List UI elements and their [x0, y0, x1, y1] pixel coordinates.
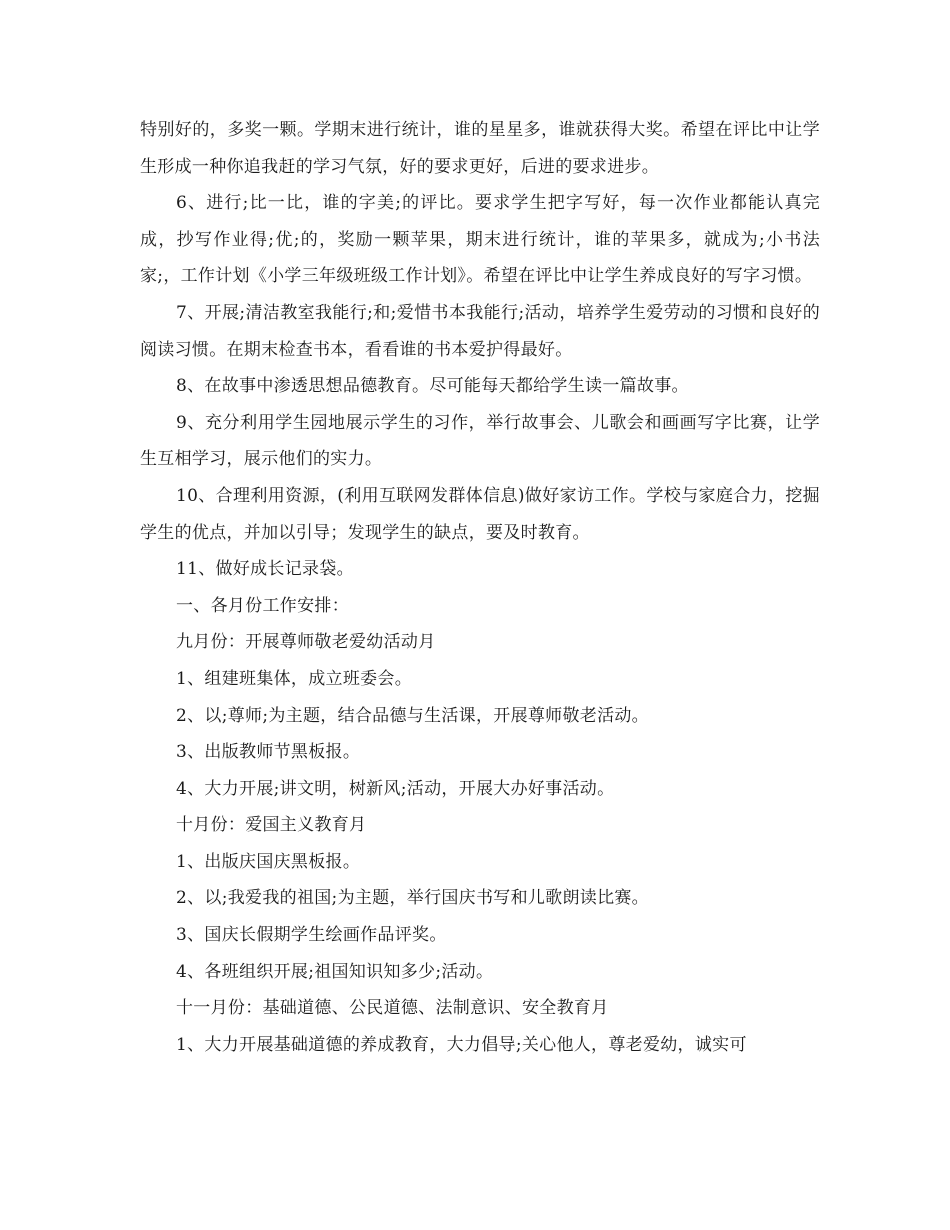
list-item: 4、各班组织开展;祖国知识知多少;活动。	[176, 961, 494, 982]
paragraph: 6、进行;比一比，谁的字美;的评比。要求学生把字写好，每一次作业都能认真完成，抄写作业得;优;的，奖励一颗苹果，期末进行统计，谁的苹果多，就成为;小书法家;，工作计划《小学三年级班级工作计划》。希望在评比中让学生养成良好的写字习惯。	[140, 193, 820, 287]
list-item: 1、大力开展基础道德的养成教育，大力倡导;关心他人，尊老爱幼，诚实可	[176, 1034, 747, 1055]
paragraph: 8、在故事中渗透思想品德教育。尽可能每天都给学生读一篇故事。	[176, 376, 689, 397]
list-item: 3、国庆长假期学生绘画作品评奖。	[176, 925, 447, 946]
document-body	[140, 112, 820, 1063]
paragraph: 特别好的，多奖一颗。学期末进行统计，谁的星星多，谁就获得大奖。希望在评比中让学生形成一种你追我赶的学习气氛，好的要求更好，后进的要求进步。	[140, 120, 820, 177]
list-item: 2、以;尊师;为主题，结合品德与生活课，开展尊师敬老活动。	[176, 705, 649, 726]
list-item: 4、大力开展;讲文明，树新风;活动，开展大办好事活动。	[176, 778, 615, 799]
paragraph: 9、充分利用学生园地展示学生的习作，举行故事会、儿歌会和画画写字比赛，让学生互相学习，展示他们的实力。	[140, 412, 820, 470]
section-heading: 一、各月份工作安排：	[176, 595, 349, 616]
paragraph: 10、合理利用资源，(利用互联网发群体信息)做好家访工作。学校与家庭合力，挖掘学生的优点，并加以引导；发现学生的缺点，要及时教育。	[140, 485, 820, 543]
paragraph: 7、开展;清洁教室我能行;和;爱惜书本我能行;活动，培养学生爱劳动的习惯和良好的阅读习惯。在期末检查书本，看看谁的书本爱护得最好。	[140, 302, 820, 360]
month-heading: 九月份：开展尊师敬老爱幼活动月	[176, 632, 436, 653]
list-item: 3、出版教师节黑板报。	[176, 742, 361, 763]
paragraph: 11、做好成长记录袋。	[176, 559, 354, 580]
month-heading: 十一月份：基础道德、公民道德、法制意识、安全教育月	[176, 998, 609, 1019]
list-item: 2、以;我爱我的祖国;为主题，举行国庆书写和儿歌朗读比赛。	[176, 888, 649, 909]
list-item: 1、组建班集体，成立班委会。	[176, 668, 413, 689]
month-heading: 十月份：爱国主义教育月	[176, 815, 367, 836]
list-item: 1、出版庆国庆黑板报。	[176, 851, 361, 872]
